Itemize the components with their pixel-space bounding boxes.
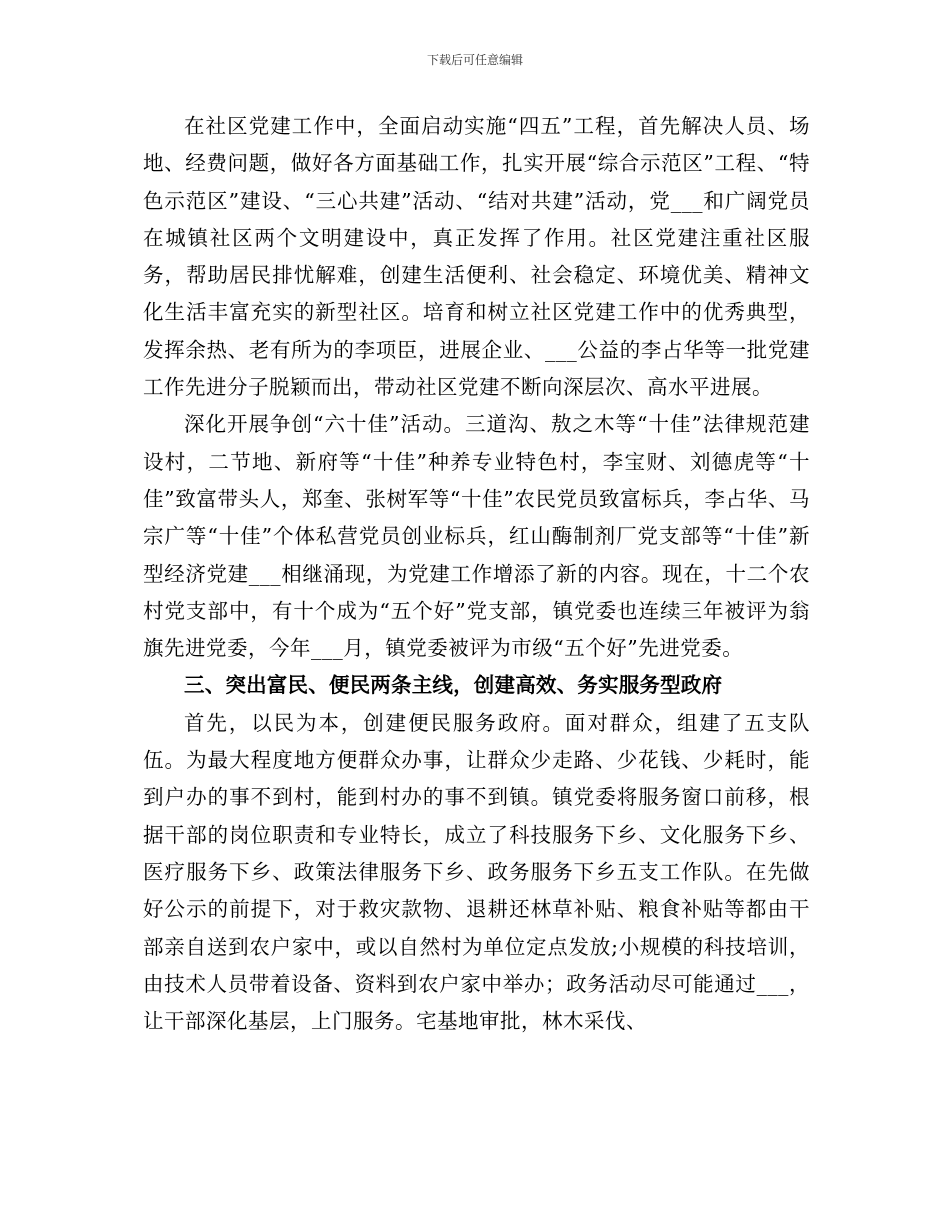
paragraph-six-ten-best-campaign: 深化开展争创“六十佳”活动。三道沟、敖之木等“十佳”法律规范建设村，二节地、新府等“十佳”种养专业特色村，李宝财、刘德虎等“十佳”致富带头人，郑奎、张树军等“十佳”农民党员致富标兵，李占华、马宗广等“十佳”个体私营党员创业标兵，红山酶制剂厂党支部等“十佳”新型经济党建___相继涌现，为党建工作增添了新的内容。现在，十二个农村党支部中，有十个成为“五个好”党支部，镇党委也连续三年被评为翁旗先进党委，今年___月，镇党委被评为市级“五个好”先进党委。 [143, 412, 810, 661]
page-header-note: 下载后可任意编辑 [426, 53, 523, 67]
paragraph-service-government: 首先，以民为本，创建便民服务政府。面对群众，组建了五支队伍。为最大程度地方便群众办事，让群众少走路、少花钱、少耗时，能到户办的事不到村，能到村办的事不到镇。镇党委将服务窗口前移，根据干部的岗位职责和专业特长，成立了科技服务下乡、文化服务下乡、医疗服务下乡、政策法律服务下乡、政务服务下乡五支工作队。在先做好公示的前提下，对于救灾款物、退耕还林草补贴、粮食补贴等都由干部亲自送到农户家中，或以自然村为单位定点发放;小规模的科技培训，由技术人员带着设备、资料到农户家中举办；政务活动尽可能通过___，让干部深化基层，上门服务。宅基地审批，林木采伐、 [143, 710, 810, 1034]
document-body [143, 108, 810, 1040]
section-heading: 三、突出富民、便民两条主线，创建高效、务实服务型政府 [184, 673, 723, 698]
paragraph-community-party-building: 在社区党建工作中，全面启动实施“四五”工程，首先解决人员、场地、经费问题，做好各方面基础工作，扎实开展“综合示范区”工程、“特色示范区”建设、“三心共建”活动、“结对共建”活动，党___和广阔党员在城镇社区两个文明建设中，真正发挥了作用。社区党建注重社区服务，帮助居民排忧解难，创建生活便利、社会稳定、环境优美、精神文化生活丰富充实的新型社区。培育和树立社区党建工作中的优秀典型，发挥余热、老有所为的李项臣，进展企业、___公益的李占华等一批党建工作先进分子脱颖而出，带动社区党建不断向深层次、高水平进展。 [143, 114, 810, 400]
